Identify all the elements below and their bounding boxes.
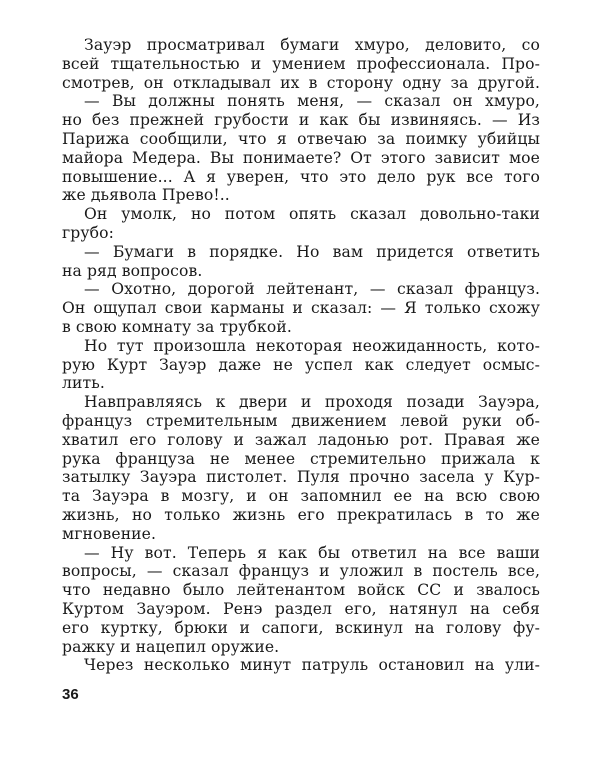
text-line: — Вы должны понять меня, — сказал он хмуро, xyxy=(84,92,540,111)
text-line: лить. xyxy=(62,374,105,393)
text-line: ражку и нацепил оружие. xyxy=(62,637,280,656)
text-line: его куртку, брюки и сапоги, вскинул на голову фу- xyxy=(62,618,540,637)
text-line: что недавно было лейтенантом войск СС и звалось xyxy=(62,581,540,600)
text-line: затылку Зауэра пистолет. Пуля прочно засела у Кур- xyxy=(62,468,540,487)
text-line: Но тут произошла некоторая неожиданность, кото- xyxy=(84,336,540,355)
text-line: же дьявола Прево!.. xyxy=(62,186,230,205)
text-line: но без прежней грубости и как бы извиняясь. — Из xyxy=(62,111,540,130)
text-line: Он ощупал свои карманы и сказал: — Я только схожу xyxy=(62,299,540,318)
text-line: Куртом Зауэром. Ренэ раздел его, натянул на себя xyxy=(62,599,540,618)
text-line: рую Курт Зауэр даже не успел как следует осмыс- xyxy=(62,355,540,374)
text-line: Навправляясь к двери и проходя позади Зауэра, xyxy=(84,393,540,412)
text-line: рука француза не менее стремительно прижала к xyxy=(62,449,540,468)
text-line: на ряд вопросов. xyxy=(62,261,203,280)
text-line: — Ну вот. Теперь я как бы ответил на все ваши xyxy=(84,543,540,562)
text-line: та Зауэра в мозгу, и он запомнил ее на всю свою xyxy=(62,487,540,506)
text-line: француз стремительным движением левой руки об- xyxy=(62,411,540,430)
text-line: майора Медера. Вы понимаете? От этого зависит мое xyxy=(62,148,540,167)
text-line: смотрев, он откладывал их в сторону одну за другой. xyxy=(62,73,540,92)
text-line: жизнь, но только жизнь его прекратилась в то же xyxy=(62,505,540,524)
text-line: Парижа сообщили, что я отвечаю за поимку убийцы xyxy=(62,129,540,148)
text-line: Через несколько минут патруль остановил на ули- xyxy=(84,656,540,675)
text-line: в свою комнату за трубкой. xyxy=(62,317,292,336)
text-line: Зауэр просматривал бумаги хмуро, деловито, со xyxy=(84,36,540,54)
text-line: — Бумаги в порядке. Но вам придется ответить xyxy=(84,242,540,261)
text-line: Он умолк, но потом опять сказал довольно-таки xyxy=(84,205,540,224)
book-page-text xyxy=(62,36,540,675)
text-line: грубо: xyxy=(62,223,114,242)
text-line: повышение... А я уверен, что это дело рук все того xyxy=(62,167,540,186)
text-line: вопросы, — сказал француз и уложил в постель все, xyxy=(62,562,540,581)
text-line: хватил его голову и зажал ладонью рот. Правая же xyxy=(62,430,540,449)
text-line: — Охотно, дорогой лейтенант, — сказал француз. xyxy=(84,280,540,299)
text-line: всей тщательностью и умением профессионала. Про- xyxy=(62,54,540,73)
text-line: мгновение. xyxy=(62,524,157,543)
page-number: 36 xyxy=(62,686,79,703)
